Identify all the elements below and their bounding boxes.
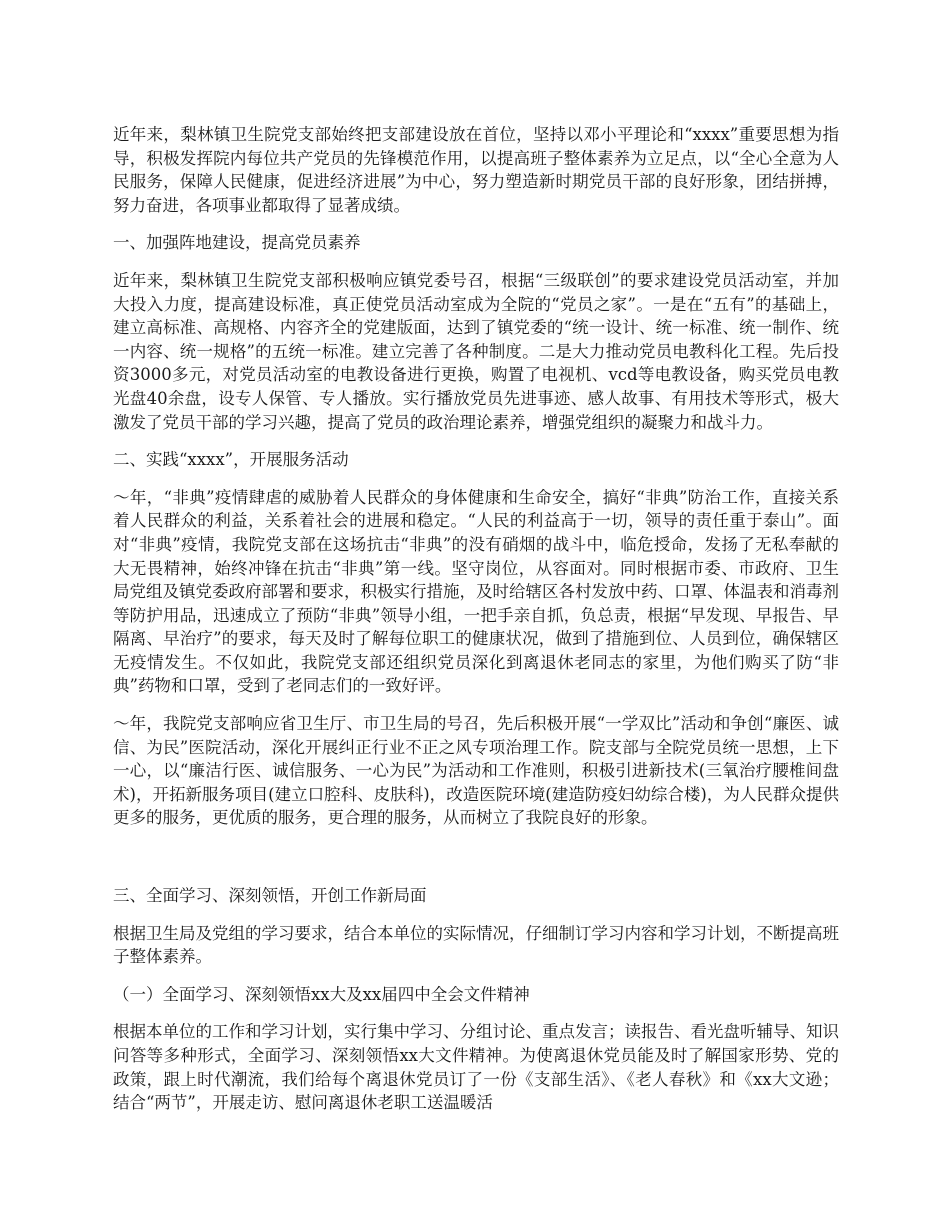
document-body — [113, 123, 839, 1129]
paragraph-section-2a: ～年，“非典”疫情肆虐的威胁着人民群众的身体健康和生命安全，搞好“非典”防治工作，直接关系着人民群众的利益，关系着社会的进展和稳定。“人民的利益高于一切，领导的责任重于泰山”。面对“非典”疫情，我院党支部在这场抗击“非典”的没有硝烟的战斗中，临危授命，发扬了无私奉献的大无畏精神，始终冲锋在抗击“非典”第一线。坚守岗位，从容面对。同时根据市委、市政府、卫生局党组及镇党委政府部署和要求，积极实行措施，及时给辖区各村发放中药、口罩、体温表和消毒剂等防护用品，迅速成立了预防“非典”领导小组，一把手亲自抓，负总责，根据“早发现、早报告、早隔离、早治疗”的要求，每天及时了解每位职工的健康状况，做到了措施到位、人员到位，确保辖区无疫情发生。不仅如此，我院党支部还组织党员深化到离退休老同志的家里，为他们购买了防“非典”药物和口罩，受到了老同志们的一致好评。 — [113, 487, 839, 696]
section-heading-1: 一、加强阵地建设，提高党员素养 — [113, 233, 361, 253]
subsection-heading-1: （一）全面学习、深刻领悟xx大及xx届四中全会文件精神 — [113, 984, 530, 1004]
section-heading-3: 三、全面学习、深刻领悟，开创工作新局面 — [113, 886, 427, 906]
blank-spacer — [113, 844, 839, 884]
paragraph-section-1: 近年来，梨林镇卫生院党支部积极响应镇党委号召，根据“三级联创”的要求建设党员活动室，并加大投入力度，提高建设标准，真正使党员活动室成为全院的“党员之家”。一是在“五有”的基础上，建立高标准、高规格、内容齐全的党建版面，达到了镇党委的“统一设计、统一标准、统一制作、统一内容、统一规格”的五统一标准。建立完善了各种制度。二是大力推动党员电教科化工程。先后投资3000多元，对党员活动室的电教设备进行更换，购置了电视机、vcd等电教设备，购买党员电教光盘40余盘，设专人保管、专人播放。实行播放党员先进事迹、感人故事、有用技术等形式，极大激发了党员干部的学习兴趣，提高了党员的政治理论素养，增强党组织的凝聚力和战斗力。 — [113, 270, 839, 432]
paragraph-section-2b: ～年，我院党支部响应省卫生厅、市卫生局的号召，先后积极开展“一学双比”活动和争创“廉医、诚信、为民”医院活动，深化开展纠正行业不正之风专项治理工作。院支部与全院党员统一思想，上下一心，以“廉洁行医、诚信服务、一心为民”为活动和工作准则，积极引进新技术(三氧治疗腰椎间盘术)，开拓新服务项目(建立口腔科、皮肤科)，改造医院环境(建造防疫妇幼综合楼)，为人民群众提供更多的服务，更优质的服务，更合理的服务，从而树立了我院良好的形象。 — [113, 714, 839, 828]
paragraph-section-3: 根据卫生局及党组的学习要求，结合本单位的实际情况，仔细制订学习内容和学习计划，不断提高班子整体素养。 — [113, 923, 839, 967]
section-heading-2: 二、实践“xxxx”，开展服务活动 — [113, 450, 349, 470]
paragraph-subsection-1: 根据本单位的工作和学习计划，实行集中学习、分组讨论、重点发言；读报告、看光盘听辅导、知识问答等多种形式，全面学习、深刻领悟xx大文件精神。为使离退休党员能及时了解国家形势、党的政策，跟上时代潮流，我们给每个离退休党员订了一份《支部生活》、《老人春秋》和《xx大文逊；结合“两节”，开展走访、慰问离退休老职工送温暖活 — [113, 1022, 839, 1113]
paragraph-intro: 近年来，梨林镇卫生院党支部始终把支部建设放在首位，坚持以邓小平理论和“xxxx”重要思想为指导，积极发挥院内每位共产党员的先锋模范作用，以提高班子整体素养为立足点，以“全心全意为人民服务，保障人民健康，促进经济进展”为中心，努力塑造新时期党员干部的良好形象，团结拼搏，努力奋进，各项事业都取得了显著成绩。 — [113, 125, 839, 215]
